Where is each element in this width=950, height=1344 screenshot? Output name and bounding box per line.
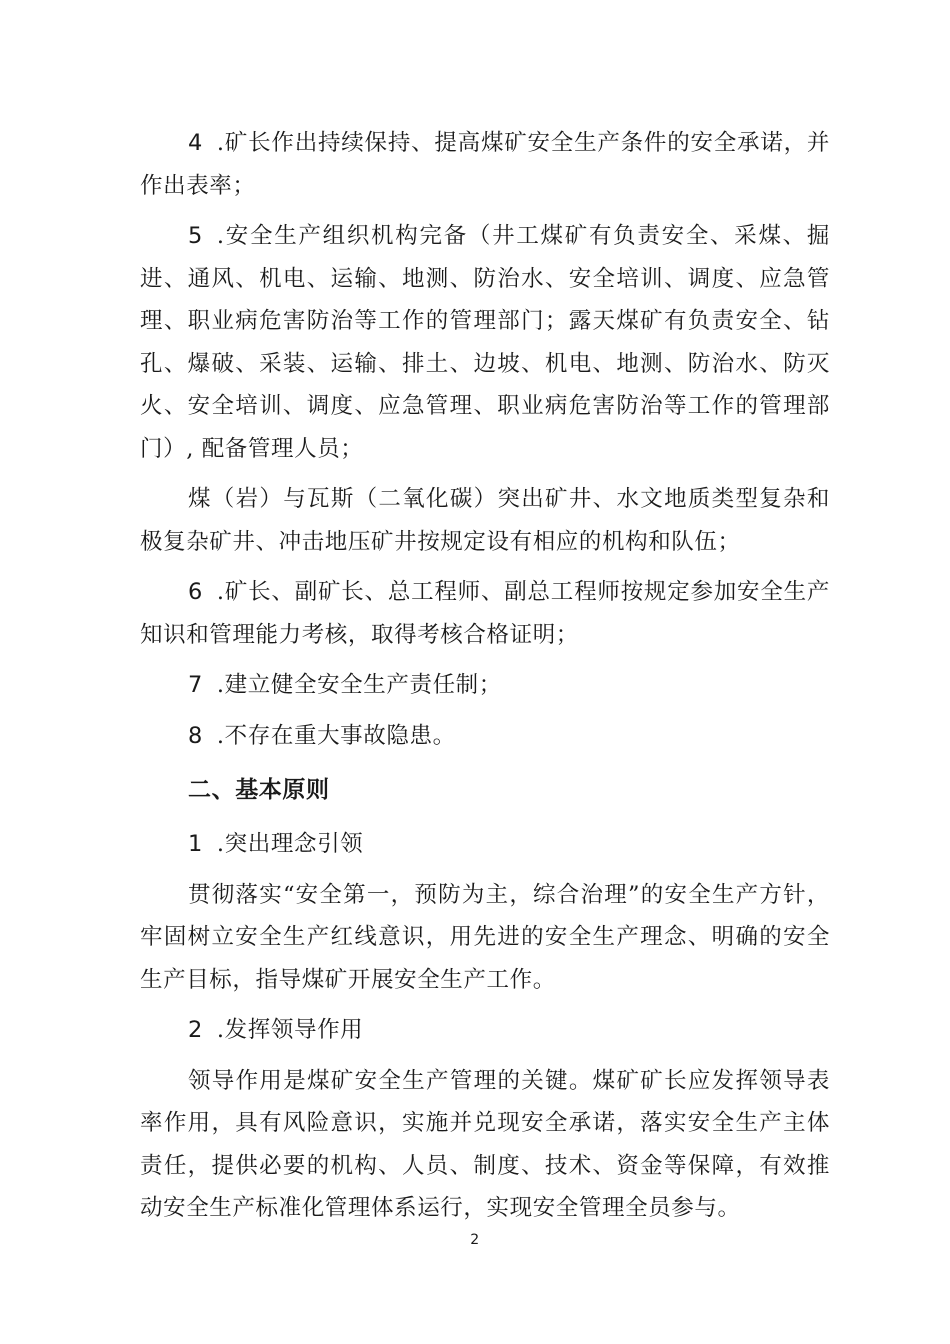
item-text: 煤（岩）与瓦斯（二氧化碳）突出矿井、水文地质类型复杂和极复杂矿井、冲击地压矿井按规定设有相应的机构和队伍； <box>140 486 830 555</box>
item-text: .矿长作出持续保持、提高煤矿安全生产条件的安全承诺，并作出表率； <box>140 130 830 199</box>
principle-body: 领导作用是煤矿安全生产管理的关键。煤矿矿长应发挥领导表率作用，具有风险意识，实施并兑现安全承诺，落实安全生产主体责任，提供必要的机构、人员、制度、技术、资金等保障，有效推动安全生产标准化管理体系运行，实现安全管理全员参与。 <box>140 1067 830 1221</box>
item-text: .安全生产组织机构完备（井工煤矿有负责安全、采煤、掘进、通风、机电、运输、地测、防治水、安全培训、调度、应急管理、职业病危害防治等工作的管理部门；露天煤矿有负责安全、钻孔、爆破、采装、运输、排土、边坡、机电、地测、防治水、防灭火、安全培训、调度、应急管理、职业病危害防治等工作的管理部门）, 配备管理人员； <box>140 223 830 462</box>
paragraph <box>140 478 830 563</box>
list-item <box>140 664 830 707</box>
page-number: 2 <box>470 1232 480 1248</box>
item-number: 6 <box>188 579 203 605</box>
principle-title <box>140 823 830 866</box>
principle-number: 2 <box>188 1017 203 1043</box>
principle-title-text: .发挥领导作用 <box>216 1017 364 1043</box>
item-number: 4 <box>188 130 203 156</box>
list-item <box>140 215 830 470</box>
item-text: .建立健全安全生产责任制； <box>216 672 502 698</box>
list-item <box>140 715 830 758</box>
principle-number: 1 <box>188 831 203 857</box>
item-number: 8 <box>188 722 203 749</box>
principle-body: 贯彻落实“安全第一，预防为主，综合治理”的安全生产方针，牢固树立安全生产红线意识，用先进的安全生产理念、明确的安全生产目标，指导煤矿开展安全生产工作。 <box>140 881 830 993</box>
item-number: 5 <box>188 223 203 249</box>
principle-title <box>140 1009 830 1052</box>
principle-title-text: .突出理念引领 <box>216 831 364 857</box>
section-heading: 二、基本原则 <box>188 777 330 803</box>
list-item <box>140 571 830 656</box>
list-item <box>140 122 830 207</box>
item-text: .不存在重大事故隐患。 <box>216 722 456 749</box>
item-number: 7 <box>188 672 203 698</box>
item-text: .矿长、副矿长、总工程师、副总工程师按规定参加安全生产知识和管理能力考核，取得考核合格证明； <box>140 579 830 648</box>
